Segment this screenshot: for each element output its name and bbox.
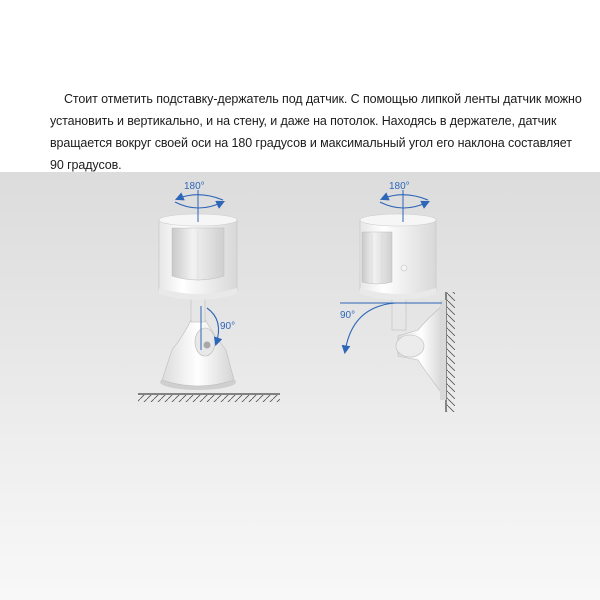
sensor-body	[159, 214, 237, 300]
wall-tilt-label: 90°	[340, 310, 356, 321]
standing-rotation-label: 180°	[184, 181, 205, 192]
description-text: Стоит отметить подставку-держатель под датчик. С помощью липкой ленты датчик можно установить и вертикально, и на стену, и даже на потолок. Находясь в держателе, датчик вращается вокруг своей оси на 180 градусов и максимальный угол его наклона составляет 90 градусов.	[50, 92, 582, 172]
standing-sensor-diagram	[138, 181, 280, 402]
wall-rotation-label: 180°	[389, 181, 410, 192]
floor-surface	[138, 394, 280, 402]
wall-mount-base	[392, 298, 446, 400]
standing-tilt-label: 90°	[220, 321, 236, 332]
sensor-stand-base	[160, 296, 236, 390]
sensor-body	[360, 214, 436, 300]
wall-surface	[446, 292, 455, 412]
wall-sensor-diagram	[340, 181, 455, 412]
